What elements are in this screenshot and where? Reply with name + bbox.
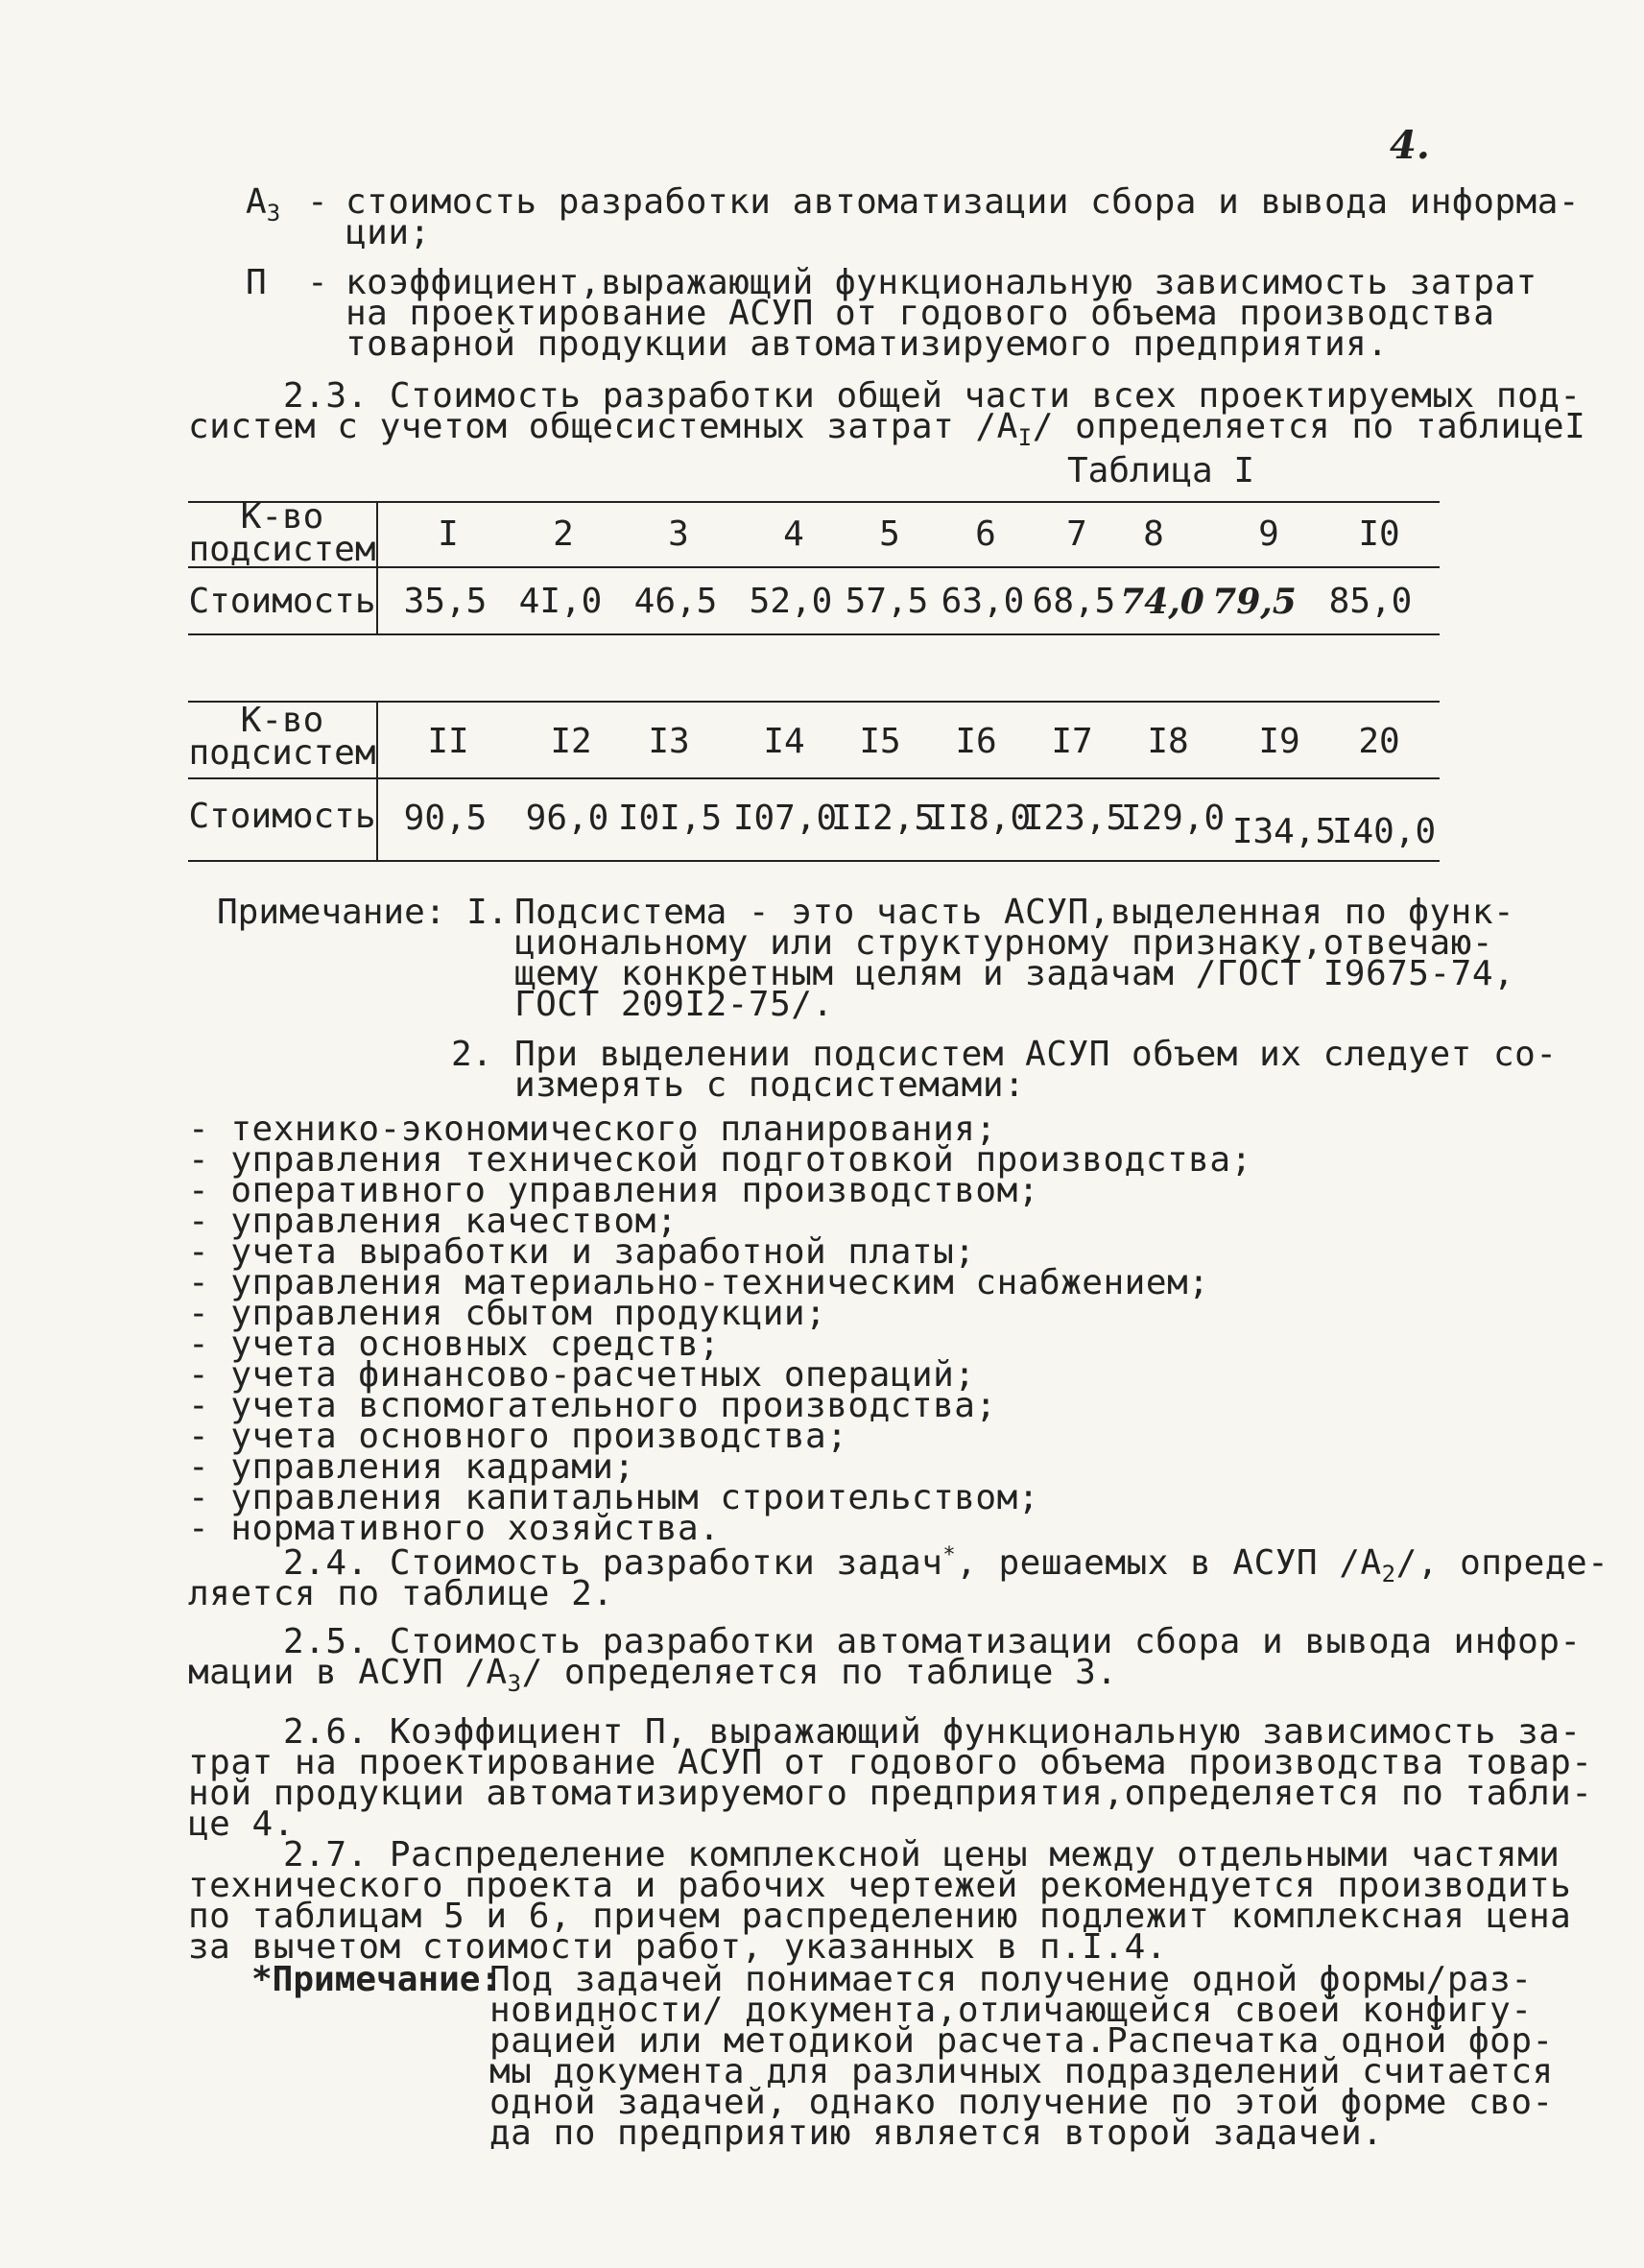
table-cell: 63,0 — [941, 582, 1025, 621]
list-item: - управления капитальным строительством; — [188, 1478, 1039, 1517]
table-cell: 8 — [1143, 514, 1164, 554]
list-item: - учета основного производства; — [188, 1417, 848, 1456]
row-header-count: К-во подсистем — [188, 497, 376, 569]
def-a3-line-2: ции; — [345, 213, 431, 252]
page-number: 4. — [1390, 123, 1430, 168]
footnote-line-1: Под задачей понимается получение одной формы/раз- — [489, 1960, 1533, 1999]
def-a3-line-1: стоимость разработки автоматизации сбора и вывода информа- — [345, 182, 1581, 222]
note2-line-2: измерять с подсистемами: — [514, 1065, 1026, 1105]
note1-line-4: ГОСТ 209I2-75/. — [514, 985, 834, 1024]
def-symbol-p: П — [246, 263, 267, 302]
table-cell: 7 — [1066, 514, 1087, 554]
table-cell: I40,0 — [1331, 812, 1437, 851]
list-item: - управления качеством; — [188, 1202, 678, 1241]
p26-line-1: 2.6. Коэффициент П, выражающий функциональную зависимость за- — [283, 1712, 1582, 1752]
table-cell: 52,0 — [749, 582, 833, 621]
def-dash-a3: - — [307, 182, 328, 222]
table-cell: II2,5 — [830, 799, 936, 838]
table-cell: I29,0 — [1120, 799, 1226, 838]
note2-label: 2. — [451, 1035, 493, 1074]
table-cell: I0I,5 — [617, 799, 723, 838]
p23-line-1: 2.3. Стоимость разработки общей части всех проектируемых под- — [283, 376, 1582, 416]
table-caption: Таблица I — [1067, 451, 1255, 490]
p25-line-1: 2.5. Стоимость разработки автоматизации сбора и вывода инфор- — [283, 1622, 1582, 1661]
table-cell: 96,0 — [525, 799, 609, 838]
list-item: - технико-экономического планирования; — [188, 1110, 997, 1149]
def-dash-p: - — [307, 263, 328, 302]
footnote-line-6: да по предприятию является второй задачей. — [489, 2113, 1384, 2153]
table-cell: 3 — [668, 514, 689, 554]
list-item: - учета вспомогательного производства; — [188, 1386, 997, 1425]
def-p-line-2: на проектирование АСУП от годового объема производства — [345, 294, 1495, 333]
table-cell: I4 — [763, 722, 805, 761]
table-cell: 46,5 — [633, 582, 718, 621]
table-cell: I9 — [1258, 722, 1300, 761]
table-cell: 90,5 — [403, 799, 488, 838]
table-cell: II — [427, 722, 469, 761]
p23-line-2: систем с учетом общесистемных затрат $/A_I/$ определяется по таблицеI — [188, 407, 1586, 451]
row-header-cost: Стоимость — [188, 582, 376, 621]
table-cell: 85,0 — [1328, 582, 1413, 621]
table-cell: I2 — [550, 722, 592, 761]
footnote-line-2: новидности/ документа,отличающейся своей конфигу- — [489, 1991, 1533, 2030]
list-item: - нормативного хозяйства. — [188, 1509, 721, 1548]
table-cell: 20 — [1358, 722, 1400, 761]
footnote-line-5: одной задачей, однако получение по этой форме сво- — [489, 2083, 1554, 2122]
note1-line-1: Подсистема - это часть АСУП,выделенная по функ- — [514, 893, 1515, 932]
list-item: - учета выработки и заработной платы; — [188, 1232, 976, 1272]
footnote-label: *Примечание: — [251, 1960, 502, 1999]
table-cell: 35,5 — [403, 582, 488, 621]
table-cell: 5 — [879, 514, 900, 554]
note1-line-2: циональному или структурному признаку,отвечаю- — [514, 923, 1493, 963]
table-cell: I5 — [859, 722, 901, 761]
p25-line-2: мации в АСУП $/A_3/$ определяется по таблице 3. — [188, 1653, 1118, 1697]
table-cell: 79,5 — [1212, 582, 1297, 622]
list-item: - управления материально-техническим снабжением; — [188, 1263, 1210, 1302]
footnote-line-4: мы документа для различных подразделений считается — [489, 2052, 1554, 2091]
table-cell: I0 — [1358, 514, 1400, 554]
table-cell: I6 — [955, 722, 997, 761]
table-cell: I07,0 — [732, 799, 838, 838]
p24-line-2: ляется по таблице 2. — [188, 1574, 614, 1613]
table-cell: II8,0 — [926, 799, 1032, 838]
note1-line-3: щему конкретным целям и задачам /ГОСТ I9675-74, — [514, 954, 1515, 993]
list-item: - управления технической подготовкой производства; — [188, 1140, 1252, 1180]
table-cell: I8 — [1147, 722, 1189, 761]
p27-line-3: по таблицам 5 и 6, причем распределению подлежит комплексная цена — [188, 1897, 1572, 1936]
p26-line-2: трат на проектирование АСУП от годового объема производства товар- — [188, 1743, 1593, 1782]
p26-line-4: це 4. — [188, 1804, 295, 1844]
table-cell: 4I,0 — [518, 582, 603, 621]
list-item: - учета финансово-расчетных операций; — [188, 1355, 976, 1395]
note-label: Примечание: I. — [217, 893, 509, 932]
table-cell: 9 — [1258, 514, 1279, 554]
table-cell: I23,5 — [1022, 799, 1128, 838]
def-p-line-3: товарной продукции автоматизируемого предприятия. — [345, 324, 1389, 364]
p26-line-3: ной продукции автоматизируемого предприятия,определяется по табли- — [188, 1774, 1593, 1813]
table-cell: 2 — [553, 514, 574, 554]
table-cell: 74,0 — [1120, 582, 1204, 622]
p27-line-1: 2.7. Распределение комплексной цены между отдельными частями — [283, 1835, 1561, 1874]
note2-line-1: При выделении подсистем АСУП объем их следует со- — [514, 1035, 1558, 1074]
footnote-line-3: рацией или методикой расчета.Распечатка одной фор- — [489, 2021, 1554, 2061]
table-cell: 6 — [975, 514, 996, 554]
row-header-cost: Стоимость — [188, 797, 376, 836]
p27-line-4: за вычетом стоимости работ, указанных в п.I.4. — [188, 1927, 1167, 1967]
table-cell: 4 — [783, 514, 804, 554]
list-item: - учета основных средств; — [188, 1325, 721, 1364]
table-cell: I34,5 — [1231, 812, 1337, 851]
def-p-line-1: коэффициент,выражающий функциональную зависимость затрат — [345, 263, 1537, 302]
table-cell: I3 — [648, 722, 690, 761]
table-cell: I — [438, 514, 459, 554]
table-cell: 57,5 — [845, 582, 929, 621]
row-header-count: К-во подсистем — [188, 701, 376, 773]
p24-line-1: 2.4. Стоимость разработки задач*, решаемых в АСУП $/A_2/$, опреде- — [283, 1543, 1609, 1588]
list-item: - управления сбытом продукции; — [188, 1294, 827, 1333]
def-symbol-a3: $A_3$ — [246, 182, 281, 227]
p27-line-2: технического проекта и рабочих чертежей рекомендуется производить — [188, 1866, 1572, 1905]
list-item: - управления кадрами; — [188, 1447, 635, 1487]
table-cell: 68,5 — [1032, 582, 1116, 621]
list-item: - оперативного управления производством; — [188, 1171, 1039, 1210]
table-cell: I7 — [1051, 722, 1093, 761]
